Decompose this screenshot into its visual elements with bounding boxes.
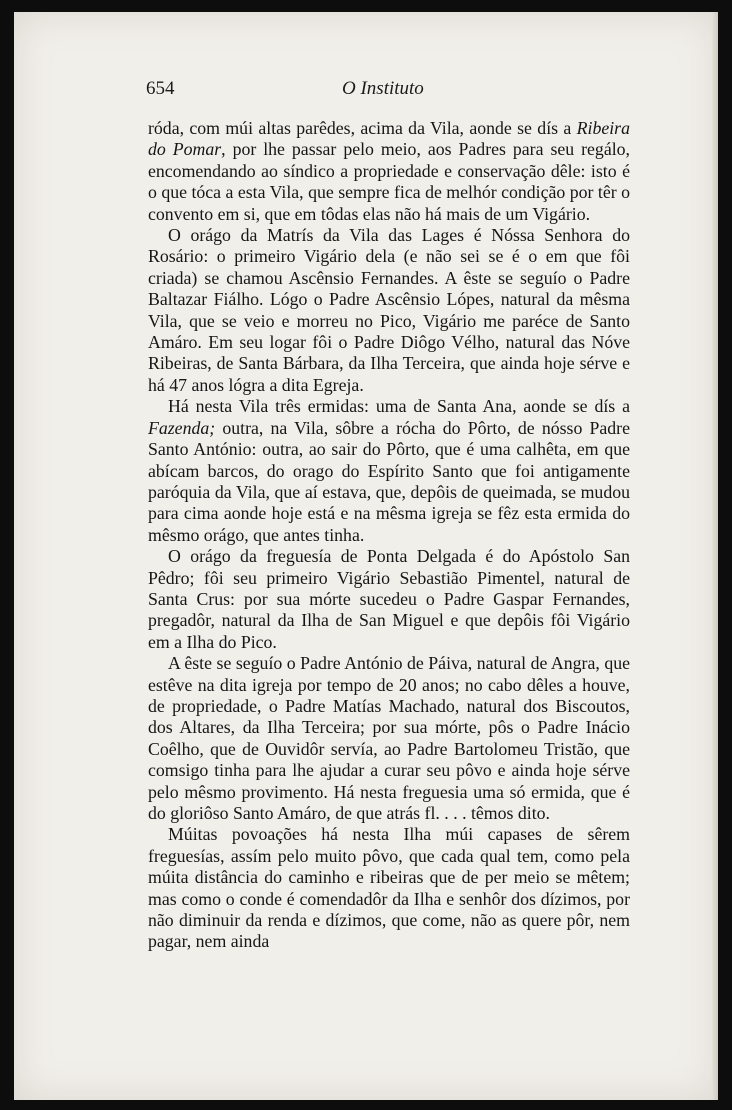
page-edge [712,12,718,1100]
italic-place-name: Ribeira do Pomar [148,118,630,160]
body-text [148,118,630,953]
paragraph [148,225,630,396]
text-run: A êste se seguío o Padre António de Páiva, natural de Angra, que estêve na dita igreja por tempo de 20 anos; no cabo dêles a houve, de propriedade, o Padre Matías Machado, natural dos Biscoutos, dos Altares, da Ilha Terceira; por sua mórte, pôs o Padre Inácio Coêlho, que de Ouvidôr servía, ao Padre Bartolomeu Tristão, que comsigo tinha para lhe ajudar a curar seu pôvo e ainda hoje sérve pelo mêsmo provimento. Há nesta freguesia uma só ermida, que é do gloriôso Santo Amáro, de que atrás fl. . . . têmos dito. [148,653,630,823]
text-run: , por lhe passar pelo meio, aos Padres para seu regálo, encomendando ao síndico a propriedade e conservação dêle: isto é o que tóca a esta Vila, que sempre fica de melhór condição por têr o convento em si, que em tôdas elas não há mais de um Vigário. [148,139,630,224]
text-run: Há nesta Vila três ermidas: uma de Santa Ana, aonde se dís a [168,396,630,417]
running-title: O Instituto [342,78,424,99]
paragraph [148,546,630,653]
text-run: O orágo da Matrís da Vila das Lages é Nóssa Senhora do Rosário: o primeiro Vigário dela (e não sei se é o em que fôi criada) se chamou Ascênsio Fernandes. A êste se seguío o Padre Baltazar Fiálho. Lógo o Padre Ascênsio Lópes, natural da mêsma Vila, que se veio e morreu no Pico, Vigário me paréce de Santo Amáro. Em seu logar fôi o Padre Diôgo Vélho, natural das Nóve Ribeiras, de Santa Bárbara, da Ilha Terceira, que ainda hoje sérve e há 47 anos lógra a dita Egreja. [148,225,630,395]
text-run: Múitas povoações há nesta Ilha múi capases de sêrem freguesías, assím pelo muito pôvo, que cada qual tem, como pela múita distância do caminho e ribeiras que de per meio se mêtem; mas como o conde é comendadôr da Ilha e senhôr dos dízimos, por não diminuir da renda e dízimos, que come, não as quere pôr, nem pagar, nem ainda [148,824,630,952]
text-run: outra, na Vila, sôbre a rócha do Pôrto, de nósso Padre Santo António: outra, ao sair do Pôrto, que é uma calhêta, em que abícam barcos, do orago do Espírito Santo que foi antigamente paróquia da Vila, que aí estava, que, depôis de queimada, se mudou para cima aonde hoje está e na mêsma igreja se fêz esta ermida do mêsmo orágo, que antes tinha. [148,417,630,545]
page-header [146,78,626,108]
paragraph [148,396,630,546]
paragraph [148,653,630,824]
text-run: O orágo da freguesía de Ponta Delgada é do Apóstolo San Pêdro; fôi seu primeiro Vigário Sebastião Pimentel, natural de Santa Crus: por sua mórte sucedeu o Padre Gaspar Fernandes, pregadôr, natural da Ilha de San Miguel e que depôis fôi Vigário em a Ilha do Pico. [148,546,630,652]
paragraph [148,824,630,952]
page-number: 654 [146,78,175,99]
italic-place-name: Fazenda; [148,417,216,438]
paragraph [148,118,630,225]
text-run: róda, com múi altas parêdes, acima da Vila, aonde se dís a [148,118,577,138]
